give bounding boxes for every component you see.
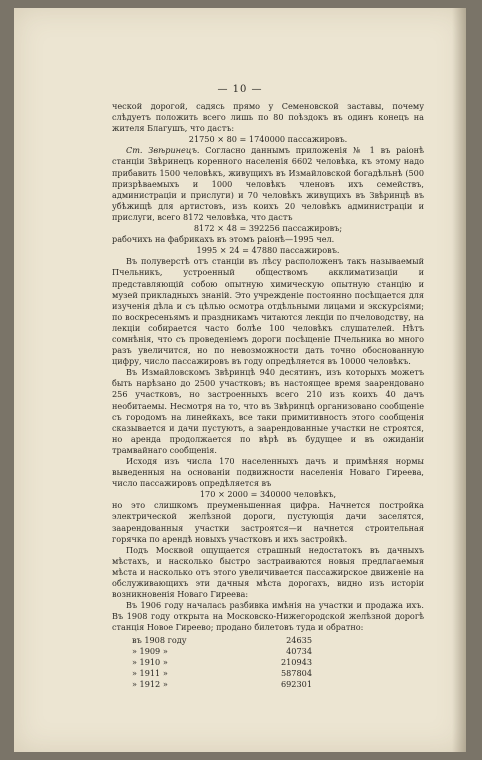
- page-number: — 10 —: [217, 84, 263, 95]
- page-body: [112, 101, 424, 690]
- paragraph-2-text: Согласно даннымъ приложенія № 1 въ раіонѣ станціи Звѣринецъ коренного населенія 6602 человѣка, къ этому надо прибавить 1500 человѣкъ, живущихъ въ Измайловской богадѣльнѣ (500 призрѣваемыхъ и 1000 человѣкъ членовъ ихъ семействъ, администраціи и прислуги) и 70 человѣкъ живущихъ въ Звѣринцѣ въ убѣжищѣ для артистовъ, изъ коихъ 20 человѣкъ администраціи и прислуги, всего 8172 человѣка, что дастъ: [112, 145, 424, 222]
- table-row: [132, 679, 312, 690]
- paragraph-8: Подъ Москвой ощущается страшный недостатокъ въ дачныхъ мѣстахъ, и насколько быстро застраиваются новыя предлагаемыя мѣста и насколько отъ этого увеличивается пассажирское движеніе на обслуживающихъ эти дачныя мѣста дорогахъ, видно изъ исторіи возникновенія Новаго Гиреева:: [112, 544, 424, 600]
- table-row: [132, 668, 312, 679]
- formula-3: 1995 × 24 = 47880 пассажировъ.: [196, 245, 340, 256]
- tickets-table: [132, 635, 312, 690]
- formula-2: 8172 × 48 = 392256 пассажировъ;: [193, 223, 343, 234]
- table-value: 587804: [280, 667, 312, 678]
- paragraph-6: Исходя изъ числа 170 населенныхъ дачъ и примѣняя нормы выведенныя на основаніи подвижности населенія Новаго Гиреева, число пассажировъ опредѣляется въ: [112, 456, 424, 489]
- table-year: » 1911 »: [132, 667, 168, 678]
- table-row: [132, 657, 312, 668]
- table-value: 692301: [280, 678, 312, 689]
- table-row: [132, 635, 312, 646]
- table-year: » 1912 »: [132, 678, 168, 689]
- paragraph-1: ческой дорогой, садясь прямо у Семеновской заставы, почему слѣдуетъ положить всего лишь по 80 поѣздокъ въ одинъ конецъ на жителя Благушъ, что дастъ:: [112, 101, 424, 134]
- paragraph-4: Въ полуверстѣ отъ станціи въ лѣсу расположенъ такъ называемый Пчельникъ, устроенный обществомъ акклиматизаціи и представляющій собою опытную химическую опытную станцію и музей прикладныхъ знаній. Это учрежденіе постоянно посѣщается для изученія дѣла и съ цѣлью осмотра отдѣльными лицами и экскурсіями; по воскресеньямъ и праздникамъ читаются лекціи по пчеловодству, на лекціи собирается часто болѣе 100 человѣкъ слушателей. Нѣтъ сомнѣнія, что съ проведеніемъ дороги посѣщеніе Пчельника во много разъ увеличится, но по невозможности дать точно обоснованную цифру, число пассажировъ въ году опредѣляется въ 10000 человѣкъ.: [112, 256, 424, 367]
- paragraph-2: [112, 145, 424, 223]
- table-row: [132, 646, 312, 657]
- table-value: 24635: [286, 634, 312, 645]
- table-year: въ 1908 году: [132, 634, 187, 645]
- paragraph-3: рабочихъ на фабрикахъ въ этомъ раіонѣ—1995 чел.: [112, 234, 335, 245]
- formula-1: 21750 × 80 = 1740000 пассажировъ.: [188, 134, 348, 145]
- book-page: [14, 8, 466, 752]
- table-year: » 1909 »: [132, 645, 168, 656]
- formula-4: 170 × 2000 = 340000 человѣкъ,: [199, 489, 337, 500]
- paragraph-9: Въ 1906 году началась разбивка имѣнія на участки и продажа ихъ. Въ 1908 году открыта на Московско-Нижегородской желѣзной дорогѣ станція Новое Гиреево; продано билетовъ туда и обратно:: [112, 600, 424, 633]
- station-heading: Ст. Звѣринецъ.: [126, 145, 200, 156]
- paragraph-5: Въ Измайловскомъ Звѣринцѣ 940 десятинъ, изъ которыхъ можетъ быть нарѣзано до 2500 участковъ; въ настоящее время заарендовано 256 участковъ, но застроенныхъ всего 210 изъ коихъ 40 дачъ необитаемы. Несмотря на то, что въ Звѣринцѣ организовано сообщеніе съ городомъ на линейкахъ, все таки примитивность этого сообщенія сказывается и дачи пустуютъ, а заарендованные участки не строятся, но аренда продолжается по вѣрѣ въ будущее и въ ожиданіи трамвайнаго сообщенія.: [112, 367, 424, 455]
- table-year: » 1910 »: [132, 656, 168, 667]
- table-value: 40734: [286, 645, 312, 656]
- table-value: 210943: [280, 656, 312, 667]
- paragraph-7: но это слишкомъ преуменьшенная цифра. Начнется постройка электрической желѣзной дороги, пустующія дачи заселятся, заарендованныя участки застроятся—и начнется строительная горячка по арендѣ новыхъ участковъ и ихъ застройкѣ.: [112, 500, 424, 544]
